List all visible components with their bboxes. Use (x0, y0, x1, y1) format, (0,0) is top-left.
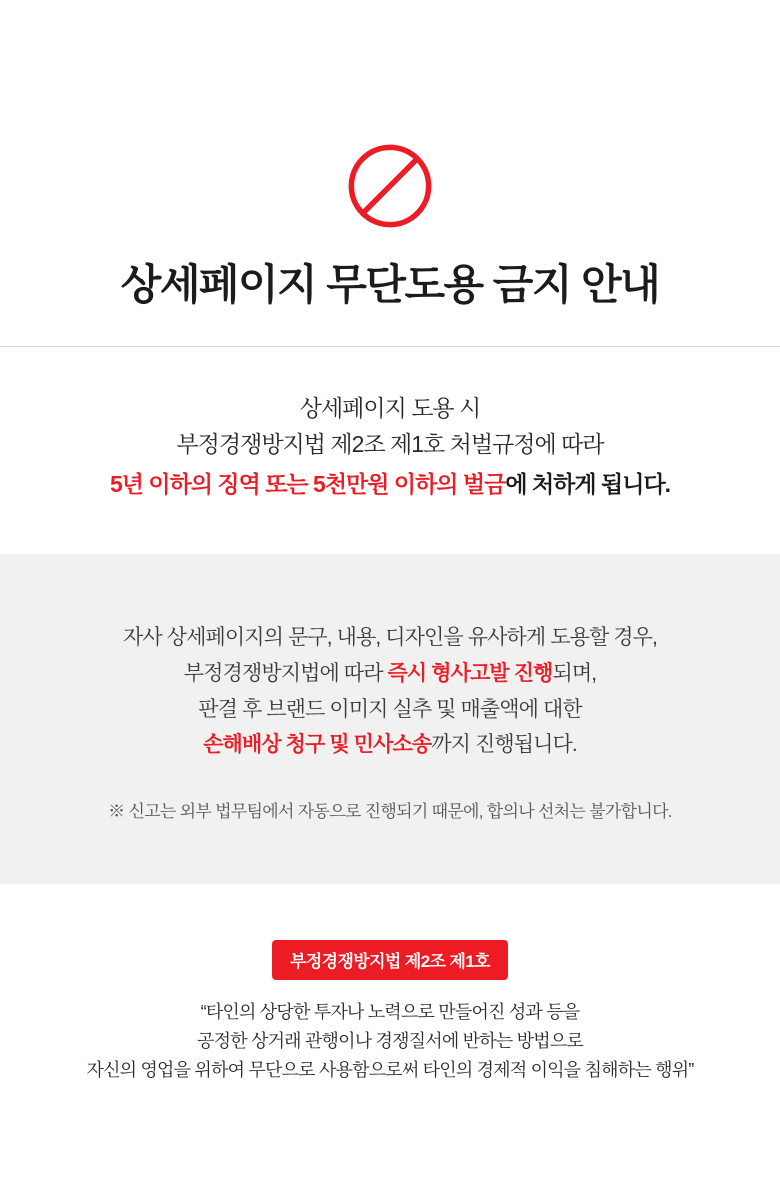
warning-panel (0, 554, 780, 884)
panel-damages-highlight: 손해배상 청구 및 민사소송 (203, 733, 432, 757)
law-quote-line-3: 자신의 영업을 위하여 무단으로 사용함으로써 타인의 경제적 이익을 침해하는 행위” (86, 1060, 694, 1081)
law-badge: 부정경쟁방지법 제2조 제1호 (272, 940, 508, 980)
prohibition-sign-icon (344, 140, 436, 232)
law-quote-line-2: 공정한 상거래 관행이나 경쟁질서에 반하는 방법으로 (197, 1031, 583, 1052)
intro-section (0, 347, 780, 554)
header-section (0, 0, 780, 347)
panel-line-4 (0, 727, 780, 763)
panel-line-1: 자사 상세페이지의 문구, 내용, 디자인을 유사하게 도용할 경우, (123, 626, 657, 650)
panel-line-4-suffix: 까지 진행됩니다. (431, 733, 577, 757)
panel-line-2-prefix: 부정경쟁방지법에 따라 (183, 662, 388, 685)
panel-line-2 (0, 656, 780, 692)
law-quote-line-1: “타인의 상당한 투자나 노력으로 만들어진 성과 등을 (200, 1002, 580, 1023)
panel-criminal-highlight: 즉시 형사고발 진행 (387, 662, 553, 685)
panel-line-3: 판결 후 브랜드 이미지 실추 및 매출액에 대한 (198, 697, 582, 721)
page-title: 상세페이지 무단도용 금지 안내 (120, 261, 660, 308)
intro-penalty-suffix: 에 처하게 됩니다. (505, 470, 671, 497)
intro-penalty-highlight: 5년 이하의 징역 또는 5천만원 이하의 벌금 (109, 470, 506, 497)
panel-note: ※ 신고는 외부 법무팀에서 자동으로 진행되기 때문에, 합의나 선처는 불가합니다. (108, 802, 672, 822)
law-section (0, 884, 780, 1085)
intro-line-3 (0, 467, 780, 503)
intro-line-1: 상세페이지 도용 시 (299, 395, 481, 422)
law-quote (0, 998, 780, 1085)
intro-line-2: 부정경쟁방지법 제2조 제1호 처벌규정에 따라 (176, 431, 604, 458)
panel-line-2-suffix: 되며, (552, 662, 597, 685)
